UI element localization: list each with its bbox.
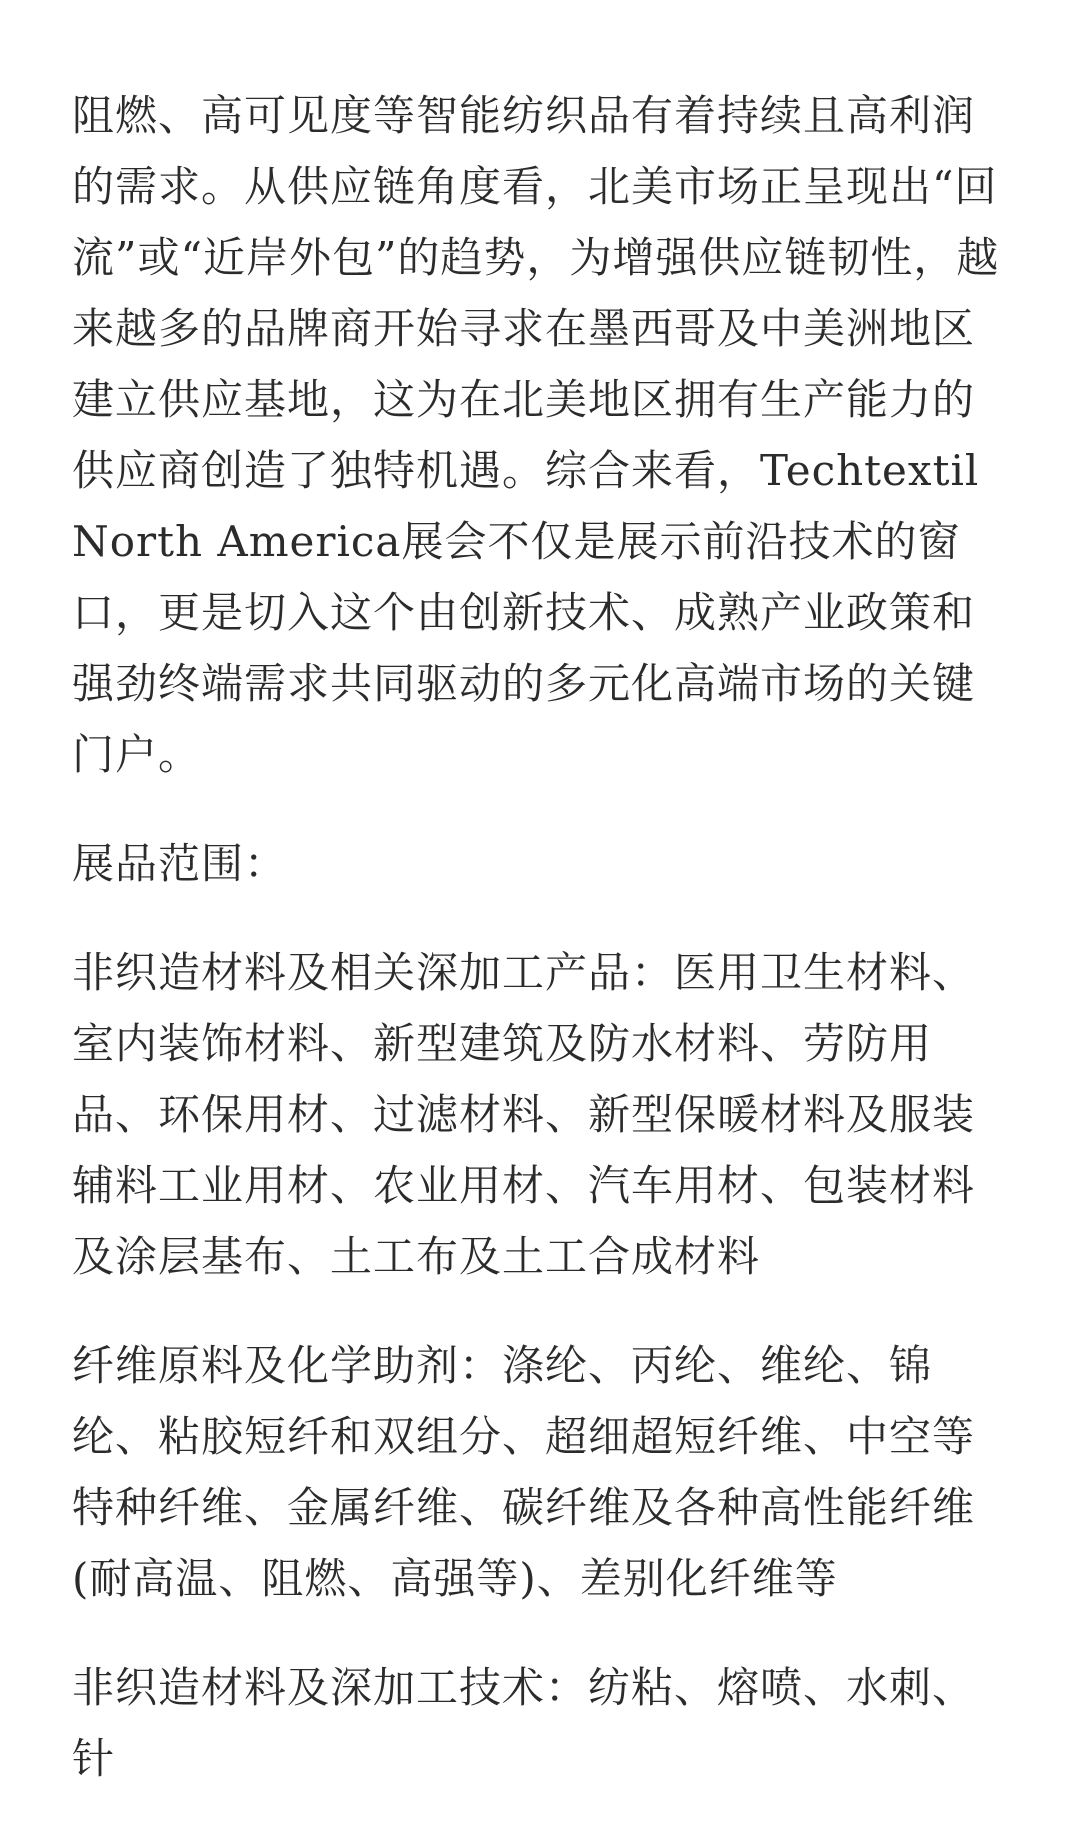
intro-paragraph: 阻燃、高可见度等智能纺织品有着持续且高利润的需求。从供应链角度看，北美市场正呈现出“回流”或“近岸外包”的趋势，为增强供应链韧性，越来越多的品牌商开始寻求在墨西哥及中美洲地区建立供应基地，这为在北美地区拥有生产能力的供应商创造了独特机遇。综合来看，Techtextil North America展会不仅是展示前沿技术的窗口，更是切入这个由创新技术、成熟产业政策和强劲终端需求共同驱动的多元化高端市场的关键门户。	[72, 91, 1000, 779]
scope-item-fibers-chemicals: 纤维原料及化学助剂：涤纶、丙纶、维纶、锦纶、粘胶短纤和双组分、超细超短纤维、中空等特种纤维、金属纤维、碳纤维及各种高性能纤维(耐高温、阻燃、高强等)、差别化纤维等	[72, 1341, 976, 1603]
scope-item-nonwoven-products: 非织造材料及相关深加工产品：医用卫生材料、室内装饰材料、新型建筑及防水材料、劳防用品、环保用材、过滤材料、新型保暖材料及服装辅料工业用材、农业用材、汽车用材、包装材料及涂层基布、土工布及土工合成材料	[72, 948, 976, 1281]
scope-heading: 展品范围：	[72, 839, 288, 888]
scope-item-nonwoven-technology: 非织造材料及深加工技术：纺粘、熔喷、水刺、针	[72, 1663, 976, 1783]
article-body	[72, 80, 1012, 1832]
